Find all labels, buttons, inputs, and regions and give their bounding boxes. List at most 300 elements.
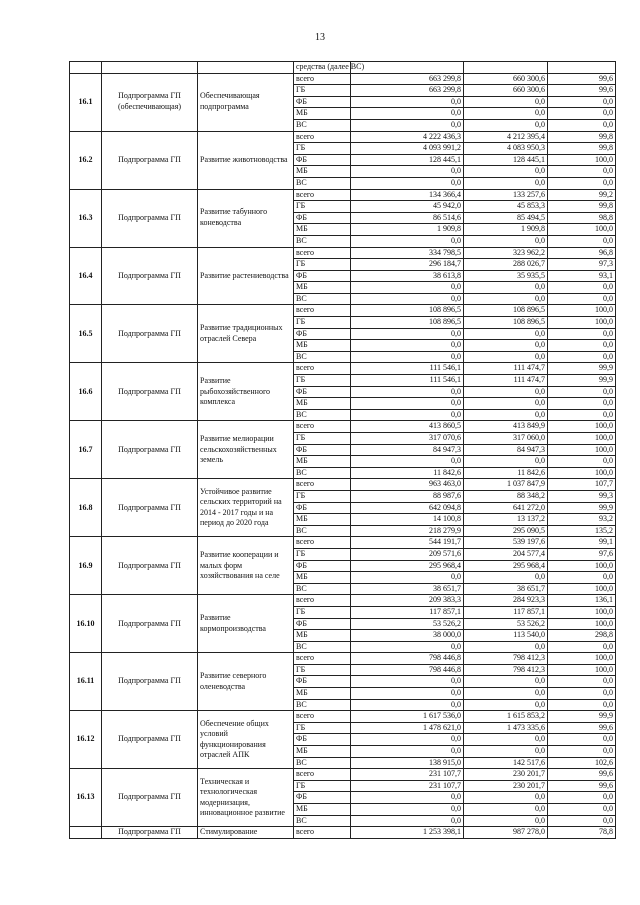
percent-value: 100,0 <box>548 224 616 236</box>
funding-source: всего <box>294 363 351 375</box>
program-type: Подпрограмма ГП <box>102 363 198 421</box>
fact-value: 0,0 <box>464 235 548 247</box>
budget-table-body <box>70 62 616 839</box>
fact-value: 111 474,7 <box>464 363 548 375</box>
percent-value: 100,0 <box>548 444 616 456</box>
plan-value: 1 478 621,0 <box>351 722 464 734</box>
program-type: Подпрограмма ГП <box>102 189 198 247</box>
percent-value: 0,0 <box>548 398 616 410</box>
fact-value: 0,0 <box>464 166 548 178</box>
plan-value: 0,0 <box>351 699 464 711</box>
fact-value: 85 494,5 <box>464 212 548 224</box>
plan-value: 108 896,5 <box>351 305 464 317</box>
funding-source: МБ <box>294 630 351 642</box>
plan-value: 0,0 <box>351 734 464 746</box>
percent-value: 0,0 <box>548 119 616 131</box>
fact-value: 0,0 <box>464 699 548 711</box>
funding-source: всего <box>294 189 351 201</box>
table-row <box>70 421 616 433</box>
percent-value: 0,0 <box>548 456 616 468</box>
program-type: Подпрограмма ГП <box>102 537 198 595</box>
plan-value: 138 915,0 <box>351 757 464 769</box>
fact-value: 0,0 <box>464 746 548 758</box>
percent-value: 99,9 <box>548 375 616 387</box>
funding-source: ФБ <box>294 154 351 166</box>
percent-value: 0,0 <box>548 572 616 584</box>
fact-value: 798 412,3 <box>464 653 548 665</box>
funding-source: ГБ <box>294 375 351 387</box>
fact-value: 295 090,5 <box>464 525 548 537</box>
fact-value: 1 037 847,9 <box>464 479 548 491</box>
fact-value: 13 137,2 <box>464 514 548 526</box>
percent-value: 99,6 <box>548 73 616 85</box>
fact-value: 108 896,5 <box>464 305 548 317</box>
fact-value: 38 651,7 <box>464 583 548 595</box>
percent-value: 0,0 <box>548 641 616 653</box>
fact-value: 0,0 <box>464 792 548 804</box>
plan-value: 1 909,8 <box>351 224 464 236</box>
funding-source: ВС <box>294 467 351 479</box>
fact-value: 35 935,5 <box>464 270 548 282</box>
percent-value: 93,1 <box>548 270 616 282</box>
table-row <box>70 479 616 491</box>
budget-table <box>69 61 616 839</box>
fact-value: 0,0 <box>464 688 548 700</box>
table-row-last <box>70 827 616 839</box>
program-type: Подпрограмма ГП (обеспечивающая) <box>102 73 198 131</box>
funding-source: ГБ <box>294 780 351 792</box>
percent-value: 100,0 <box>548 583 616 595</box>
fact-value: 204 577,4 <box>464 548 548 560</box>
fact-value: 0,0 <box>464 108 548 120</box>
fact-value: 113 540,0 <box>464 630 548 642</box>
fact-value: 108 896,5 <box>464 317 548 329</box>
fact-value: 0,0 <box>464 572 548 584</box>
plan-value: 663 299,8 <box>351 85 464 97</box>
funding-source: всего <box>294 479 351 491</box>
funding-source: ГБ <box>294 259 351 271</box>
subprogram-name: Развитие рыбохозяйственного комплекса <box>198 363 294 421</box>
fact-value: 288 026,7 <box>464 259 548 271</box>
percent-value: 0,0 <box>548 734 616 746</box>
row-number: 16.6 <box>70 363 102 421</box>
row-number: 16.1 <box>70 73 102 131</box>
plan-value: 0,0 <box>351 572 464 584</box>
fact-value: 0,0 <box>464 340 548 352</box>
plan-value: 11 842,6 <box>351 467 464 479</box>
cell-blank <box>548 62 616 74</box>
funding-source: ФБ <box>294 444 351 456</box>
fact-value: 0,0 <box>464 293 548 305</box>
fact-value: 111 474,7 <box>464 375 548 387</box>
subprogram-name: Развитие традиционных отраслей Севера <box>198 305 294 363</box>
funding-source: ГБ <box>294 548 351 560</box>
plan-value: 0,0 <box>351 804 464 816</box>
plan-value: 0,0 <box>351 792 464 804</box>
percent-value: 97,6 <box>548 548 616 560</box>
funding-source: ФБ <box>294 618 351 630</box>
plan-value: 108 896,5 <box>351 317 464 329</box>
fact-value: 0,0 <box>464 119 548 131</box>
plan-value: 38 613,8 <box>351 270 464 282</box>
plan-value: 88 987,6 <box>351 490 464 502</box>
percent-value: 0,0 <box>548 409 616 421</box>
percent-value: 136,1 <box>548 595 616 607</box>
funding-source: ВС <box>294 119 351 131</box>
fact-value: 0,0 <box>464 734 548 746</box>
fact-value: 660 300,6 <box>464 85 548 97</box>
percent-value: 100,0 <box>548 653 616 665</box>
table-row <box>70 131 616 143</box>
row-number: 16.5 <box>70 305 102 363</box>
row-number: 16.10 <box>70 595 102 653</box>
funding-source: ВС <box>294 583 351 595</box>
funding-source: МБ <box>294 224 351 236</box>
percent-value: 0,0 <box>548 328 616 340</box>
fact-value: 987 278,0 <box>464 827 548 839</box>
program-type: Подпрограмма ГП <box>102 421 198 479</box>
funding-source: ФБ <box>294 676 351 688</box>
subprogram-name: Развитие табунного коневодства <box>198 189 294 247</box>
funding-source: ФБ <box>294 560 351 572</box>
row-number: 16.3 <box>70 189 102 247</box>
plan-value: 0,0 <box>351 746 464 758</box>
program-type: Подпрограмма ГП <box>102 595 198 653</box>
funding-source: ВС <box>294 815 351 827</box>
row-number: 16.4 <box>70 247 102 305</box>
percent-value: 99,6 <box>548 780 616 792</box>
percent-value: 99,6 <box>548 769 616 781</box>
funding-source: ВС <box>294 525 351 537</box>
plan-value: 84 947,3 <box>351 444 464 456</box>
subprogram-name: Стимулирование <box>198 827 294 839</box>
funding-source: МБ <box>294 572 351 584</box>
plan-value: 0,0 <box>351 409 464 421</box>
plan-value: 4 093 991,2 <box>351 143 464 155</box>
fact-value: 539 197,6 <box>464 537 548 549</box>
plan-value: 544 191,7 <box>351 537 464 549</box>
funding-source: ФБ <box>294 502 351 514</box>
subprogram-name: Развитие северного оленеводства <box>198 653 294 711</box>
funding-source: ВС <box>294 409 351 421</box>
fact-value: 660 300,6 <box>464 73 548 85</box>
percent-value: 100,0 <box>548 606 616 618</box>
table-row <box>70 305 616 317</box>
fact-value: 0,0 <box>464 398 548 410</box>
plan-value: 38 000,0 <box>351 630 464 642</box>
plan-value: 0,0 <box>351 386 464 398</box>
funding-source: ГБ <box>294 433 351 445</box>
plan-value: 0,0 <box>351 166 464 178</box>
percent-value: 97,3 <box>548 259 616 271</box>
funding-source: МБ <box>294 514 351 526</box>
fact-value: 413 849,9 <box>464 421 548 433</box>
percent-value: 0,0 <box>548 804 616 816</box>
funding-source: ГБ <box>294 85 351 97</box>
table-row <box>70 537 616 549</box>
percent-value: 100,0 <box>548 154 616 166</box>
fact-value: 0,0 <box>464 351 548 363</box>
table-row <box>70 73 616 85</box>
funding-source: всего <box>294 421 351 433</box>
percent-value: 0,0 <box>548 351 616 363</box>
fact-value: 0,0 <box>464 328 548 340</box>
funding-source: МБ <box>294 108 351 120</box>
fact-value: 798 412,3 <box>464 664 548 676</box>
funding-source: ВС <box>294 177 351 189</box>
plan-value: 1 253 398,1 <box>351 827 464 839</box>
row-number: 16.9 <box>70 537 102 595</box>
plan-value: 231 107,7 <box>351 769 464 781</box>
program-type: Подпрограмма ГП <box>102 769 198 827</box>
program-type: Подпрограмма ГП <box>102 827 198 839</box>
program-type: Подпрограмма ГП <box>102 711 198 769</box>
percent-value: 99,8 <box>548 143 616 155</box>
plan-value: 642 094,8 <box>351 502 464 514</box>
plan-value: 0,0 <box>351 235 464 247</box>
percent-value: 0,0 <box>548 792 616 804</box>
plan-value: 231 107,7 <box>351 780 464 792</box>
funding-source: МБ <box>294 804 351 816</box>
funding-source: всего <box>294 131 351 143</box>
funding-source: МБ <box>294 282 351 294</box>
plan-value: 295 968,4 <box>351 560 464 572</box>
funding-source: ФБ <box>294 270 351 282</box>
fact-value: 0,0 <box>464 282 548 294</box>
funding-source: ФБ <box>294 96 351 108</box>
fact-value: 84 947,3 <box>464 444 548 456</box>
percent-value: 0,0 <box>548 293 616 305</box>
percent-value: 98,8 <box>548 212 616 224</box>
cell-blank <box>70 827 102 839</box>
row-number: 16.7 <box>70 421 102 479</box>
cell-blank <box>198 62 294 74</box>
fact-value: 0,0 <box>464 409 548 421</box>
plan-value: 38 651,7 <box>351 583 464 595</box>
plan-value: 0,0 <box>351 328 464 340</box>
fact-value: 1 909,8 <box>464 224 548 236</box>
percent-value: 100,0 <box>548 664 616 676</box>
fact-value: 142 517,6 <box>464 757 548 769</box>
percent-value: 99,2 <box>548 189 616 201</box>
plan-value: 0,0 <box>351 456 464 468</box>
plan-value: 86 514,6 <box>351 212 464 224</box>
fact-value: 0,0 <box>464 96 548 108</box>
percent-value: 100,0 <box>548 317 616 329</box>
cell-blank <box>70 62 102 74</box>
subprogram-name: Устойчивое развитие сельских территорий на 2014 - 2017 годы и на период до 2020 года <box>198 479 294 537</box>
plan-value: 0,0 <box>351 282 464 294</box>
program-type: Подпрограмма ГП <box>102 247 198 305</box>
funding-source: МБ <box>294 456 351 468</box>
percent-value: 96,8 <box>548 247 616 259</box>
cell-blank <box>351 62 464 74</box>
funding-source: ВС <box>294 641 351 653</box>
funding-source: МБ <box>294 398 351 410</box>
plan-value: 0,0 <box>351 688 464 700</box>
plan-value: 128 445,1 <box>351 154 464 166</box>
funding-source: МБ <box>294 688 351 700</box>
percent-value: 0,0 <box>548 96 616 108</box>
fact-value: 133 257,6 <box>464 189 548 201</box>
table-row <box>70 653 616 665</box>
fact-value: 53 526,2 <box>464 618 548 630</box>
percent-value: 100,0 <box>548 433 616 445</box>
subprogram-name: Обеспечивающая подпрограмма <box>198 73 294 131</box>
subprogram-name: Развитие мелиорации сельскохозяйственных земель <box>198 421 294 479</box>
plan-value: 53 526,2 <box>351 618 464 630</box>
fact-value: 641 272,0 <box>464 502 548 514</box>
funding-source: ВС <box>294 293 351 305</box>
fact-value: 0,0 <box>464 641 548 653</box>
funding-source: ГБ <box>294 317 351 329</box>
percent-value: 0,0 <box>548 235 616 247</box>
percent-value: 78,8 <box>548 827 616 839</box>
fact-value: 88 348,2 <box>464 490 548 502</box>
funding-source: ГБ <box>294 664 351 676</box>
funding-source: ВС <box>294 351 351 363</box>
fact-value: 45 853,3 <box>464 201 548 213</box>
plan-value: 0,0 <box>351 351 464 363</box>
funding-source: всего <box>294 537 351 549</box>
fact-value: 317 060,0 <box>464 433 548 445</box>
program-type: Подпрограмма ГП <box>102 653 198 711</box>
fact-value: 284 923,3 <box>464 595 548 607</box>
funding-source: ФБ <box>294 792 351 804</box>
plan-value: 111 546,1 <box>351 375 464 387</box>
table-row <box>70 595 616 607</box>
funding-source: ВС <box>294 757 351 769</box>
funding-source: ФБ <box>294 328 351 340</box>
funding-source: ФБ <box>294 734 351 746</box>
percent-value: 99,3 <box>548 490 616 502</box>
percent-value: 0,0 <box>548 699 616 711</box>
percent-value: 93,2 <box>548 514 616 526</box>
plan-value: 0,0 <box>351 177 464 189</box>
plan-value: 0,0 <box>351 96 464 108</box>
plan-value: 1 617 536,0 <box>351 711 464 723</box>
fact-value: 128 445,1 <box>464 154 548 166</box>
subprogram-name: Развитие животноводства <box>198 131 294 189</box>
fact-value: 4 083 950,3 <box>464 143 548 155</box>
row-number: 16.11 <box>70 653 102 711</box>
percent-value: 100,0 <box>548 618 616 630</box>
percent-value: 100,0 <box>548 560 616 572</box>
subprogram-name: Развитие кормопроизводства <box>198 595 294 653</box>
table-row-header-note <box>70 62 616 74</box>
percent-value: 0,0 <box>548 746 616 758</box>
fact-value: 117 857,1 <box>464 606 548 618</box>
percent-value: 0,0 <box>548 815 616 827</box>
funding-source: МБ <box>294 340 351 352</box>
fact-value: 0,0 <box>464 676 548 688</box>
percent-value: 0,0 <box>548 108 616 120</box>
plan-value: 317 070,6 <box>351 433 464 445</box>
plan-value: 117 857,1 <box>351 606 464 618</box>
funding-source: ГБ <box>294 606 351 618</box>
table-row <box>70 247 616 259</box>
percent-value: 100,0 <box>548 305 616 317</box>
program-type: Подпрограмма ГП <box>102 479 198 537</box>
percent-value: 99,8 <box>548 131 616 143</box>
table-row <box>70 769 616 781</box>
percent-value: 107,7 <box>548 479 616 491</box>
plan-value: 14 100,8 <box>351 514 464 526</box>
fact-value: 230 201,7 <box>464 769 548 781</box>
plan-value: 0,0 <box>351 293 464 305</box>
percent-value: 0,0 <box>548 340 616 352</box>
plan-value: 111 546,1 <box>351 363 464 375</box>
plan-value: 0,0 <box>351 815 464 827</box>
percent-value: 99,6 <box>548 85 616 97</box>
funding-source: ГБ <box>294 722 351 734</box>
funding-source: всего <box>294 827 351 839</box>
funding-source: ГБ <box>294 201 351 213</box>
fact-value: 0,0 <box>464 386 548 398</box>
plan-value: 209 383,3 <box>351 595 464 607</box>
percent-value: 102,6 <box>548 757 616 769</box>
funding-source: ГБ <box>294 490 351 502</box>
funding-source: всего <box>294 769 351 781</box>
subprogram-name: Развитие кооперации и малых форм хозяйствования на селе <box>198 537 294 595</box>
plan-value: 963 463,0 <box>351 479 464 491</box>
funding-source: всего <box>294 305 351 317</box>
row-number: 16.12 <box>70 711 102 769</box>
funding-source: ГБ <box>294 143 351 155</box>
row-number: 16.13 <box>70 769 102 827</box>
percent-value: 0,0 <box>548 676 616 688</box>
table-row <box>70 189 616 201</box>
table-row <box>70 363 616 375</box>
fact-value: 230 201,7 <box>464 780 548 792</box>
cell-blank <box>464 62 548 74</box>
funding-source: МБ <box>294 746 351 758</box>
funding-source: всего <box>294 595 351 607</box>
fact-value: 11 842,6 <box>464 467 548 479</box>
page-number: 13 <box>315 32 325 43</box>
plan-value: 0,0 <box>351 641 464 653</box>
plan-value: 0,0 <box>351 676 464 688</box>
percent-value: 99,1 <box>548 537 616 549</box>
percent-value: 99,9 <box>548 711 616 723</box>
row-number: 16.2 <box>70 131 102 189</box>
plan-value: 798 446,8 <box>351 653 464 665</box>
source-note: средства (далее ВС) <box>294 62 351 74</box>
plan-value: 209 571,6 <box>351 548 464 560</box>
row-number: 16.8 <box>70 479 102 537</box>
funding-source: ФБ <box>294 212 351 224</box>
percent-value: 0,0 <box>548 688 616 700</box>
percent-value: 99,9 <box>548 363 616 375</box>
fact-value: 1 473 335,6 <box>464 722 548 734</box>
plan-value: 413 860,5 <box>351 421 464 433</box>
funding-source: всего <box>294 653 351 665</box>
program-type: Подпрограмма ГП <box>102 305 198 363</box>
plan-value: 0,0 <box>351 398 464 410</box>
funding-source: ФБ <box>294 386 351 398</box>
fact-value: 1 615 853,2 <box>464 711 548 723</box>
percent-value: 0,0 <box>548 282 616 294</box>
plan-value: 296 184,7 <box>351 259 464 271</box>
plan-value: 218 279,9 <box>351 525 464 537</box>
subprogram-name: Обеспечение общих условий функционирования отраслей АПК <box>198 711 294 769</box>
percent-value: 100,0 <box>548 467 616 479</box>
cell-blank <box>102 62 198 74</box>
funding-source: МБ <box>294 166 351 178</box>
percent-value: 298,8 <box>548 630 616 642</box>
percent-value: 0,0 <box>548 386 616 398</box>
plan-value: 663 299,8 <box>351 73 464 85</box>
